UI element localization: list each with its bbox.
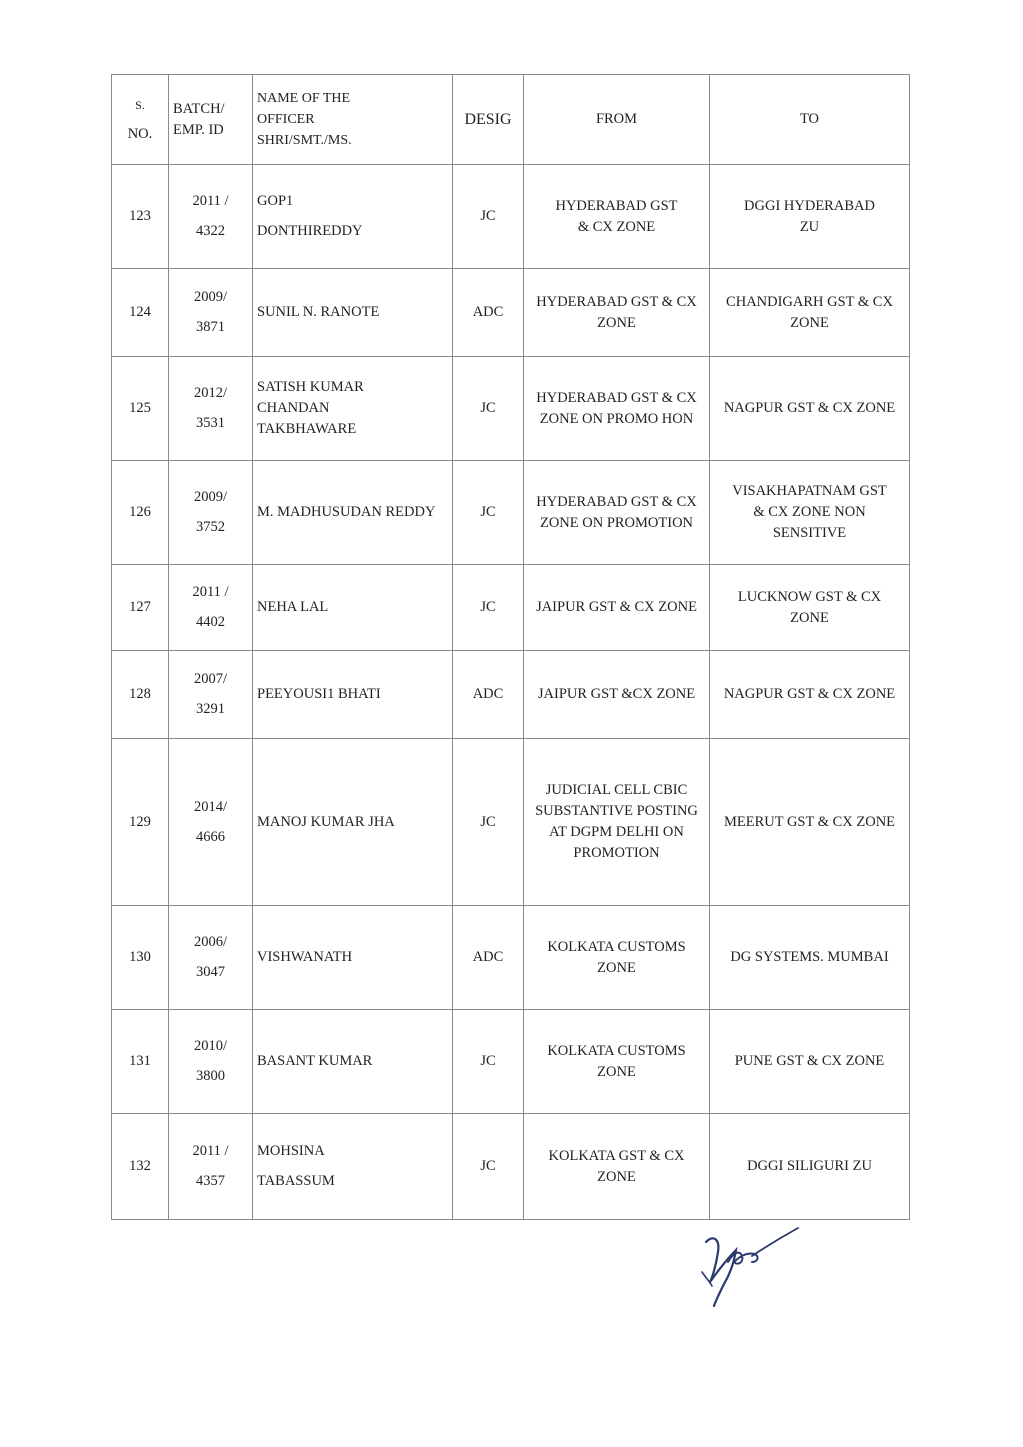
cell-to: NAGPUR GST & CX ZONE — [710, 651, 910, 739]
cell-sno: 132 — [112, 1114, 169, 1220]
cell-from: HYDERABAD GST & CX ZONE ON PROMOTION — [524, 461, 710, 565]
cell-from: JAIPUR GST & CX ZONE — [524, 565, 710, 651]
cell-sno: 126 — [112, 461, 169, 565]
cell-batch: 2009/ 3871 — [169, 269, 253, 357]
cell-desig: JC — [453, 1010, 524, 1114]
cell-desig: JC — [453, 165, 524, 269]
cell-to: MEERUT GST & CX ZONE — [710, 739, 910, 906]
table-row — [112, 565, 910, 651]
table-row — [112, 461, 910, 565]
cell-sno: 125 — [112, 357, 169, 461]
cell-batch: 2014/ 4666 — [169, 739, 253, 906]
table-row — [112, 651, 910, 739]
cell-batch: 2011 / 4357 — [169, 1114, 253, 1220]
cell-sno: 129 — [112, 739, 169, 906]
cell-name: MOHSINA TABASSUM — [253, 1114, 453, 1220]
cell-to: VISAKHAPATNAM GST & CX ZONE NON SENSITIVE — [710, 461, 910, 565]
cell-from: KOLKATA GST & CX ZONE — [524, 1114, 710, 1220]
header-from: FROM — [524, 75, 710, 165]
table-row — [112, 739, 910, 906]
table-row — [112, 269, 910, 357]
header-row — [112, 75, 910, 165]
cell-batch: 2007/ 3291 — [169, 651, 253, 739]
header-batch: BATCH/ EMP. ID — [169, 75, 253, 165]
header-desig: DESIG — [453, 75, 524, 165]
table-body — [112, 165, 910, 1220]
cell-batch: 2012/ 3531 — [169, 357, 253, 461]
table-row — [112, 357, 910, 461]
cell-sno: 127 — [112, 565, 169, 651]
cell-to: PUNE GST & CX ZONE — [710, 1010, 910, 1114]
cell-name: VISHWANATH — [253, 906, 453, 1010]
cell-to: DGGI HYDERABAD ZU — [710, 165, 910, 269]
cell-sno: 131 — [112, 1010, 169, 1114]
cell-batch: 2010/ 3800 — [169, 1010, 253, 1114]
cell-name: SATISH KUMAR CHANDAN TAKBHAWARE — [253, 357, 453, 461]
signature — [700, 1222, 802, 1308]
cell-name: MANOJ KUMAR JHA — [253, 739, 453, 906]
cell-desig: JC — [453, 1114, 524, 1220]
cell-from: KOLKATA CUSTOMS ZONE — [524, 1010, 710, 1114]
cell-sno: 128 — [112, 651, 169, 739]
cell-desig: JC — [453, 565, 524, 651]
cell-desig: ADC — [453, 906, 524, 1010]
header-to: TO — [710, 75, 910, 165]
header-sno: S. NO. — [112, 75, 169, 165]
cell-from: HYDERABAD GST & CX ZONE — [524, 269, 710, 357]
cell-name: BASANT KUMAR — [253, 1010, 453, 1114]
header-name: NAME OF THE OFFICER SHRI/SMT./MS. — [253, 75, 453, 165]
cell-name: SUNIL N. RANOTE — [253, 269, 453, 357]
table-row — [112, 906, 910, 1010]
cell-desig: JC — [453, 461, 524, 565]
signature-stroke — [706, 1238, 736, 1306]
cell-desig: JC — [453, 739, 524, 906]
cell-desig: JC — [453, 357, 524, 461]
signature-tail — [752, 1228, 798, 1256]
cell-to: DG SYSTEMS. MUMBAI — [710, 906, 910, 1010]
table-row — [112, 1114, 910, 1220]
cell-from: HYDERABAD GST & CX ZONE — [524, 165, 710, 269]
cell-name: GOP1 DONTHIREDDY — [253, 165, 453, 269]
table-row — [112, 1010, 910, 1114]
cell-batch: 2011 / 4322 — [169, 165, 253, 269]
cell-desig: ADC — [453, 651, 524, 739]
cell-sno: 123 — [112, 165, 169, 269]
cell-to: CHANDIGARH GST & CX ZONE — [710, 269, 910, 357]
cell-sno: 130 — [112, 906, 169, 1010]
cell-from: KOLKATA CUSTOMS ZONE — [524, 906, 710, 1010]
cell-batch: 2009/ 3752 — [169, 461, 253, 565]
cell-name: NEHA LAL — [253, 565, 453, 651]
cell-from: JAIPUR GST &CX ZONE — [524, 651, 710, 739]
cell-to: LUCKNOW GST & CX ZONE — [710, 565, 910, 651]
cell-desig: ADC — [453, 269, 524, 357]
cell-to: DGGI SILIGURI ZU — [710, 1114, 910, 1220]
cell-to: NAGPUR GST & CX ZONE — [710, 357, 910, 461]
cell-batch: 2011 / 4402 — [169, 565, 253, 651]
posting-table — [111, 74, 910, 1220]
cell-name: M. MADHUSUDAN REDDY — [253, 461, 453, 565]
cell-from: HYDERABAD GST & CX ZONE ON PROMO HON — [524, 357, 710, 461]
cell-sno: 124 — [112, 269, 169, 357]
cell-from: JUDICIAL CELL CBIC SUBSTANTIVE POSTING AT DGPM DELHI ON PROMOTION — [524, 739, 710, 906]
cell-batch: 2006/ 3047 — [169, 906, 253, 1010]
table-row — [112, 165, 910, 269]
cell-name: PEEYOUSI1 BHATI — [253, 651, 453, 739]
